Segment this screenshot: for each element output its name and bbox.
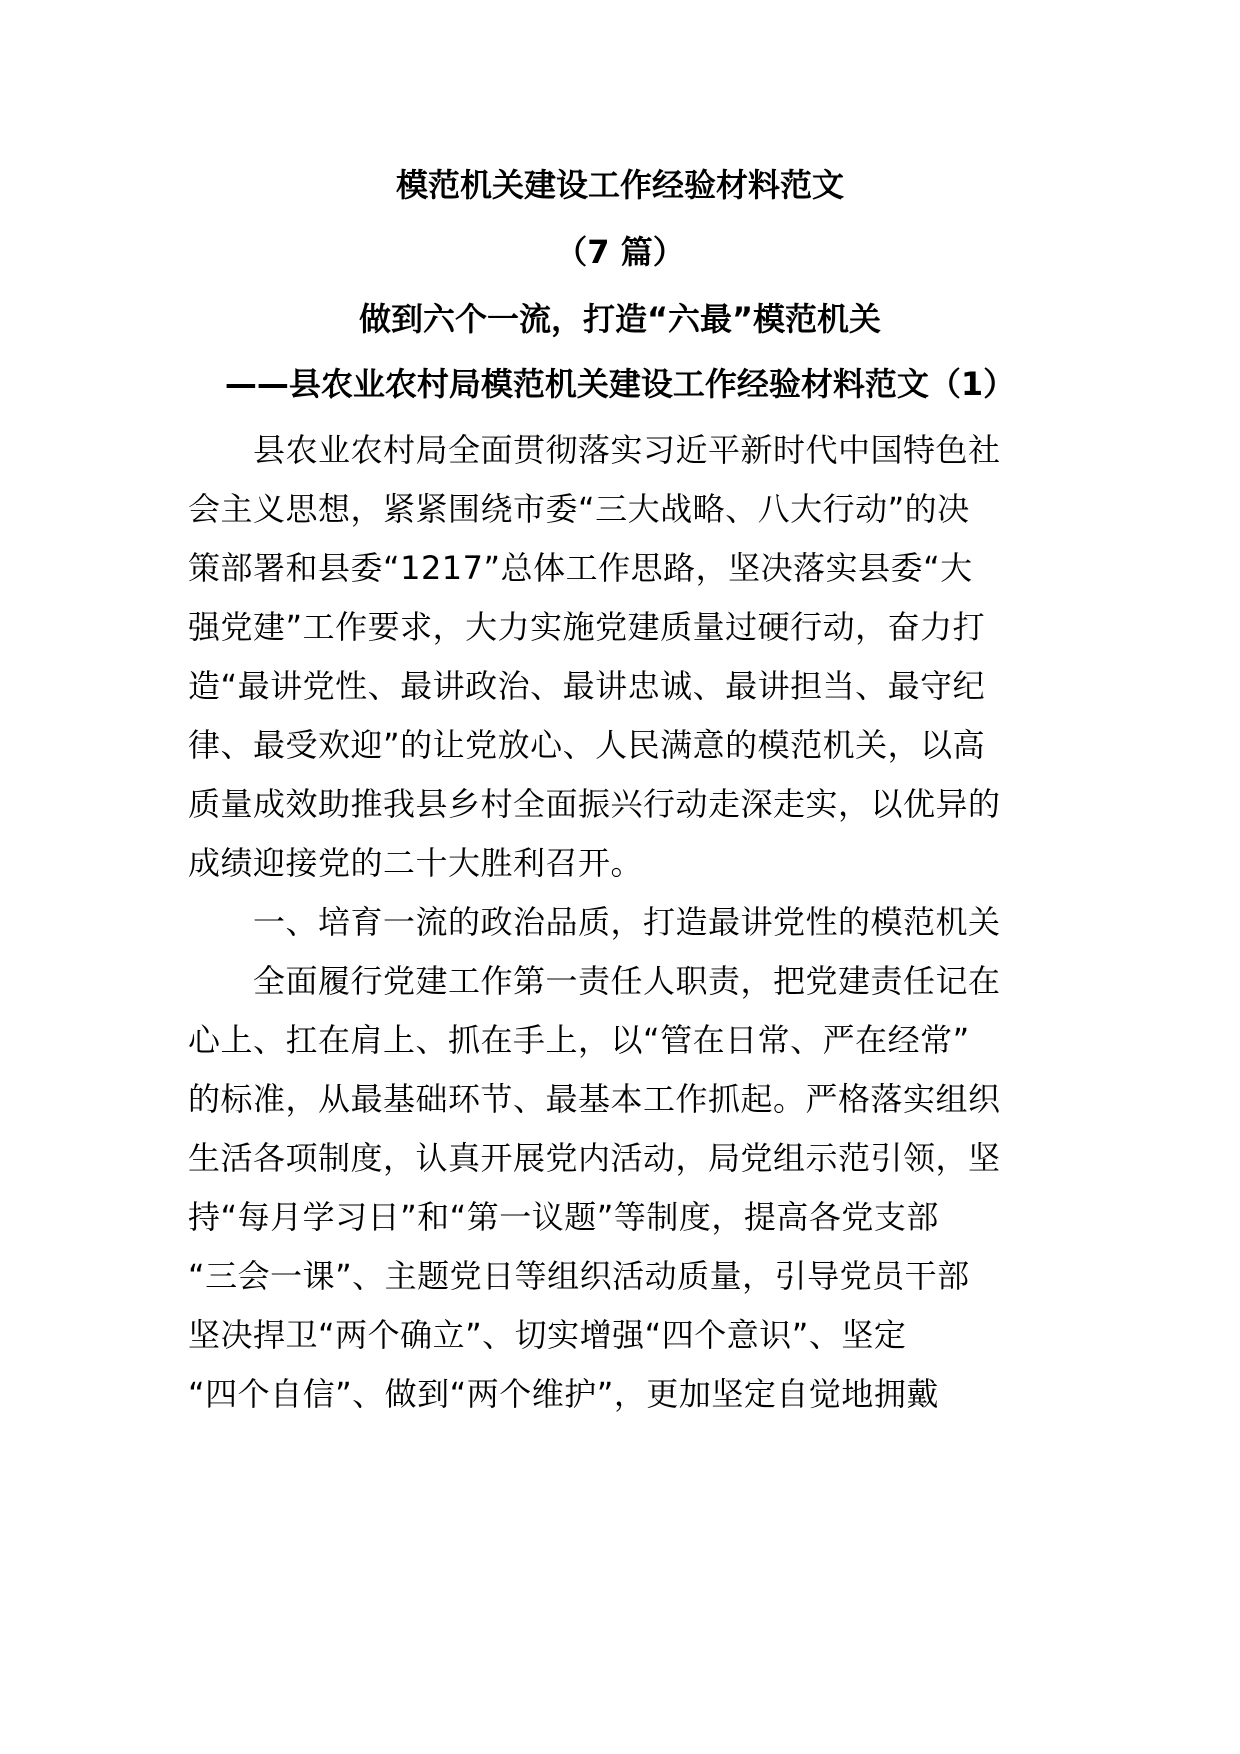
body-line: 质量成效助推我县乡村全面振兴行动走深走实，以优异的 <box>188 785 1001 823</box>
document-count: （7 篇） <box>555 233 685 271</box>
article-title: 做到六个一流，打造“六最”模范机关 <box>358 300 882 338</box>
body-line: 强党建”工作要求，大力实施党建质量过硬行动，奋力打 <box>188 608 986 646</box>
body-line: 县农业农村局全面贯彻落实习近平新时代中国特色社 <box>188 431 1001 469</box>
body-line: 造“最讲党性、最讲政治、最讲忠诚、最讲担当、最守纪 <box>188 667 986 705</box>
body-line: 会主义思想，紧紧围绕市委“三大战略、八大行动”的决 <box>188 490 970 528</box>
body-line: “三会一课”、主题党日等组织活动质量，引导党员干部 <box>188 1257 970 1295</box>
body-line: 坚决捍卫“两个确立”、切实增强“四个意识”、坚定 <box>188 1316 907 1354</box>
body-line: “四个自信”、做到“两个维护”，更加坚定自觉地拥戴 <box>188 1375 939 1413</box>
body-line: 律、最受欢迎”的让党放心、人民满意的模范机关，以高 <box>188 726 986 764</box>
body-line: 生活各项制度，认真开展党内活动，局党组示范引领，坚 <box>188 1139 1001 1177</box>
section-heading: 一、培育一流的政治品质，打造最讲党性的模范机关 <box>188 903 1001 941</box>
body-line: 的标准，从最基础环节、最基本工作抓起。严格落实组织 <box>188 1080 1001 1118</box>
body-line: 全面履行党建工作第一责任人职责，把党建责任记在 <box>188 962 1001 1000</box>
document-title: 模范机关建设工作经验材料范文 <box>395 166 844 204</box>
body-line: 成绩迎接党的二十大胜利召开。 <box>188 844 644 882</box>
body-line: 策部署和县委“1217”总体工作思路，坚决落实县委“大 <box>188 549 973 587</box>
body-line: 持“每月学习日”和“第一议题”等制度，提高各党支部 <box>188 1198 939 1236</box>
article-subheading: ——县农业农村局模范机关建设工作经验材料范文（1） <box>224 365 1016 403</box>
body-line: 心上、扛在肩上、抓在手上，以“管在日常、严在经常” <box>188 1021 970 1059</box>
